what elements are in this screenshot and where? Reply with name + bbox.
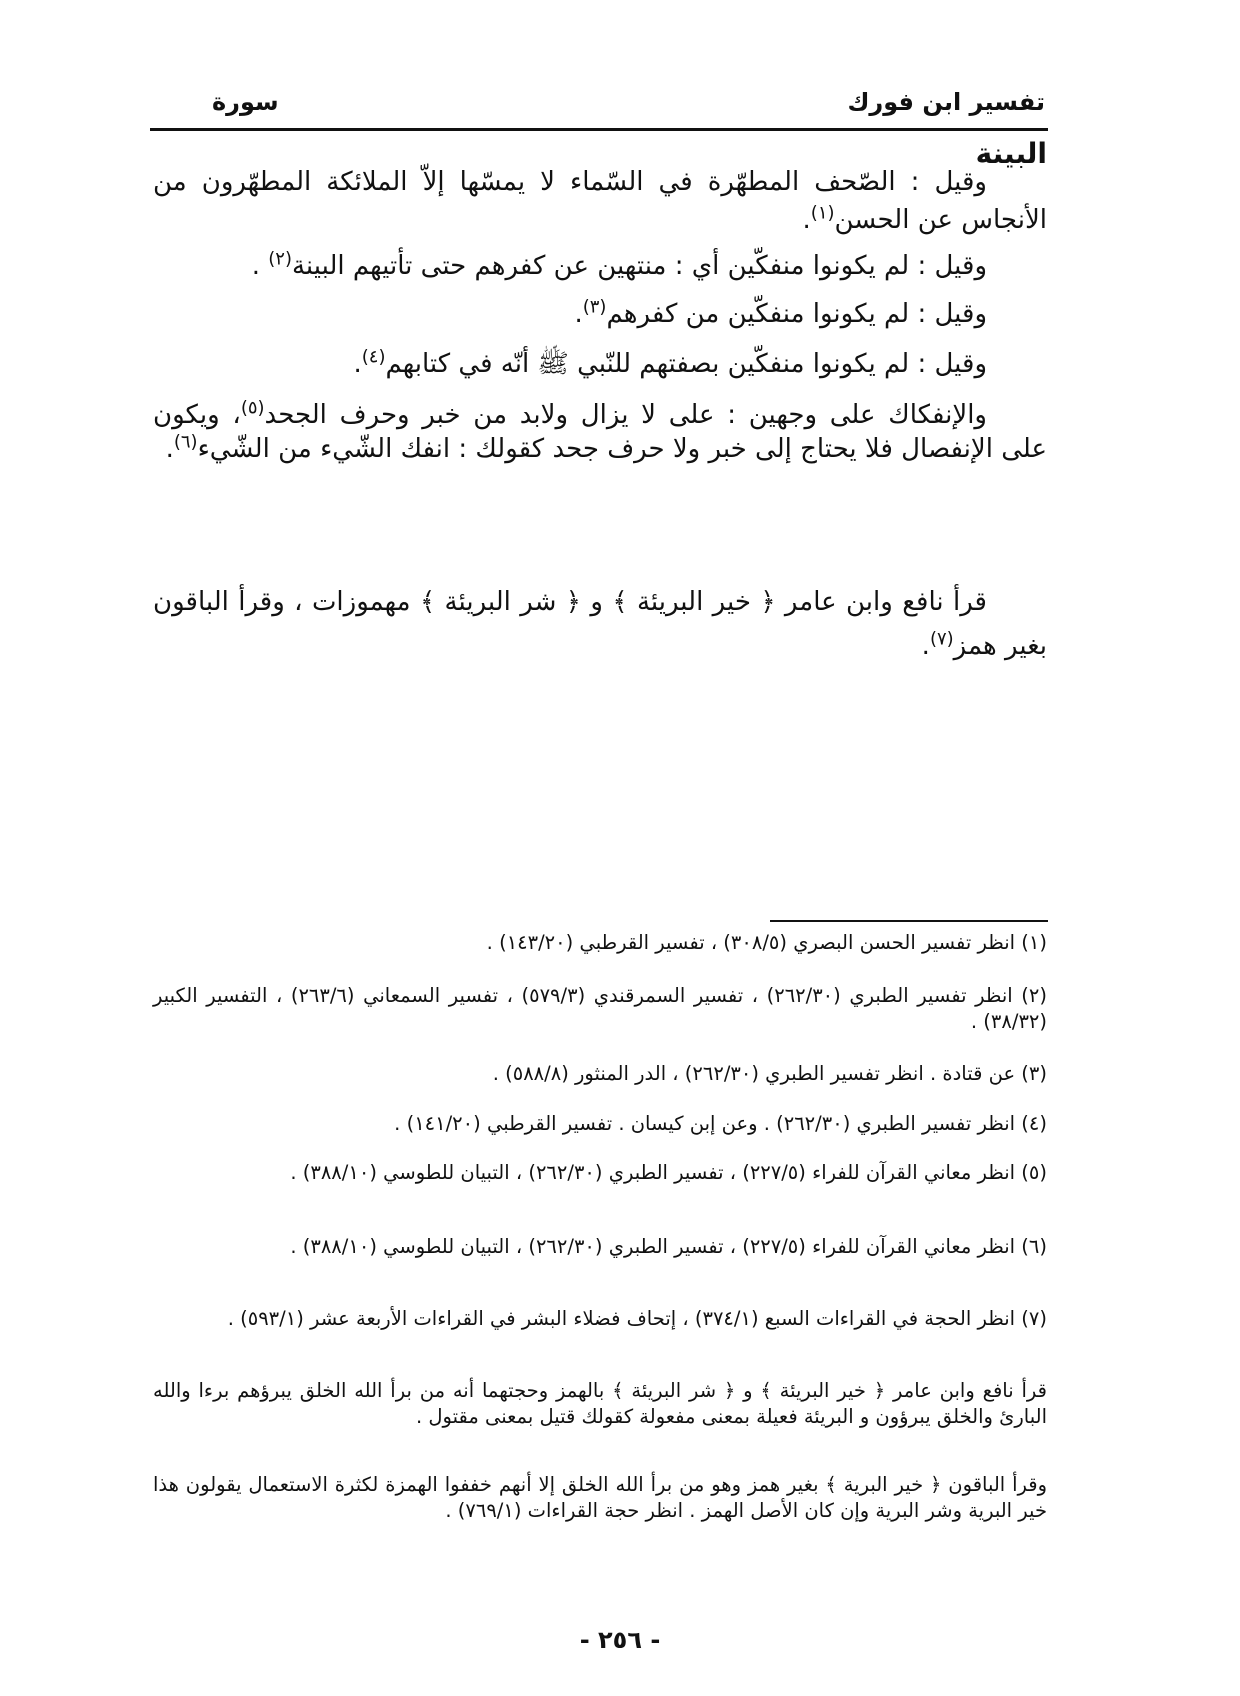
- footnote-separator: [770, 920, 1048, 922]
- running-head-book-title: تفسير ابن فورك: [847, 88, 1045, 116]
- paragraph-5: والإنفكاك على وجهين : على لا يزال ولابد من خبر وحرف الجحد$^{(٥)}$، ويكون على الإنفصال فلا يحتاج إلى خبر ولا حرف جحد كقولك : انفك الشّيء من الشّيء$^{(٦)}$.: [153, 397, 1047, 464]
- page-number: - ٢٥٦ -: [579, 1626, 661, 1654]
- footnote-4: (٤) انظر تفسير الطبري (٢٦٢/٣٠) . وعن إبن كيسان . تفسير القرطبي (١٤١/٢٠) .: [394, 1112, 1047, 1135]
- paragraph-2: وقيل : لم يكونوا منفكّين أي : منتهين عن كفرهم حتى تأتيهم البينة$^{(٢)}$ .: [251, 248, 987, 281]
- footnote-2: (٢) انظر تفسير الطبري (٢٦٢/٣٠) ، تفسير السمرقندي (٥٧٩/٣) ، تفسير السمعاني (٢٦٣/٦) ، التفسير الكبير (٣٨/٣٢) .: [153, 984, 1047, 1033]
- surah-name: البينة: [975, 137, 1047, 170]
- paragraph-3: وقيل : لم يكونوا منفكّين من كفرهم$^{(٣)}$.: [574, 296, 987, 329]
- footnote-ref: (١): [810, 202, 835, 224]
- footnote-ref: (٢): [268, 248, 292, 270]
- main-text: [153, 295, 1047, 333]
- footnote-5: (٥) انظر معاني القرآن للفراء (٢٢٧/٥) ، تفسير الطبري (٢٦٢/٣٠) ، التبيان للطوسي (٣٨٨/١٠) .: [290, 1161, 1047, 1184]
- main-text: [153, 163, 1047, 239]
- main-text: [153, 398, 1047, 466]
- footnote-7: (٧) انظر الحجة في القراءات السبع (٣٧٤/١) ، إتحاف فضلاء البشر في القراءات الأربعة عشر (٥٩٣/١) .: [227, 1307, 1047, 1330]
- running-head-surah-label: سورة: [212, 88, 279, 116]
- footnote-ref: (٤): [361, 346, 386, 368]
- footnote-ref: (٥): [240, 397, 265, 419]
- main-text: [153, 580, 1047, 668]
- footnote-3: (٣) عن قتادة . انظر تفسير الطبري (٢٦٢/٣٠) ، الدر المنثور (٥٨٨/٨) .: [492, 1062, 1047, 1085]
- main-text: [153, 247, 1047, 285]
- footnote-extra-1: قرأ نافع وابن عامر ﴿ خير البريئة ﴾ و ﴿ شر البريئة ﴾ بالهمز وحجتهما أنه من برأ الله الخلق يبرؤهم برءا والله البارئ والخلق يبرؤون و البريئة فعيلة بمعنى مفعولة كقولك قتيل بمعنى مقتول .: [153, 1379, 1047, 1428]
- paragraph-1: وقيل : الصّحف المطهّرة في السّماء لا يمسّها إلاّ الملائكة المطهّرون من الأنجاس عن الحسن$^{(١)}$.: [153, 167, 1047, 235]
- header-rule: [150, 128, 1048, 131]
- paragraph-4: وقيل : لم يكونوا منفكّين بصفتهم للنّبي ﷺ أنّه في كتابهم$^{(٤)}$.: [353, 346, 987, 379]
- footnote-ref: (٧): [929, 628, 954, 650]
- footnote-extra-2: وقرأ الباقون ﴿ خير البرية ﴾ بغير همز وهو من برأ الله الخلق إلا أنهم خففوا الهمزة لكثرة الاستعمال يقولون هذا خير البرية وشر البرية وإن كان الأصل الهمز . انظر حجة القراءات (٧٦٩/١) .: [153, 1473, 1047, 1522]
- paragraph-6: قرأ نافع وابن عامر ﴿ خير البريئة ﴾ و ﴿ شر البريئة ﴾ مهموزات ، وقرأ الباقون بغير همز$^{(٧)}$.: [153, 587, 1047, 661]
- footnote-ref: (٦): [173, 431, 198, 453]
- main-text: [153, 345, 1047, 383]
- footnote-1: (١) انظر تفسير الحسن البصري (٣٠٨/٥) ، تفسير القرطبي (١٤٣/٢٠) .: [486, 931, 1047, 954]
- footnote-ref: (٣): [582, 296, 607, 318]
- footnote-6: (٦) انظر معاني القرآن للفراء (٢٢٧/٥) ، تفسير الطبري (٢٦٢/٣٠) ، التبيان للطوسي (٣٨٨/١٠) .: [290, 1235, 1047, 1258]
